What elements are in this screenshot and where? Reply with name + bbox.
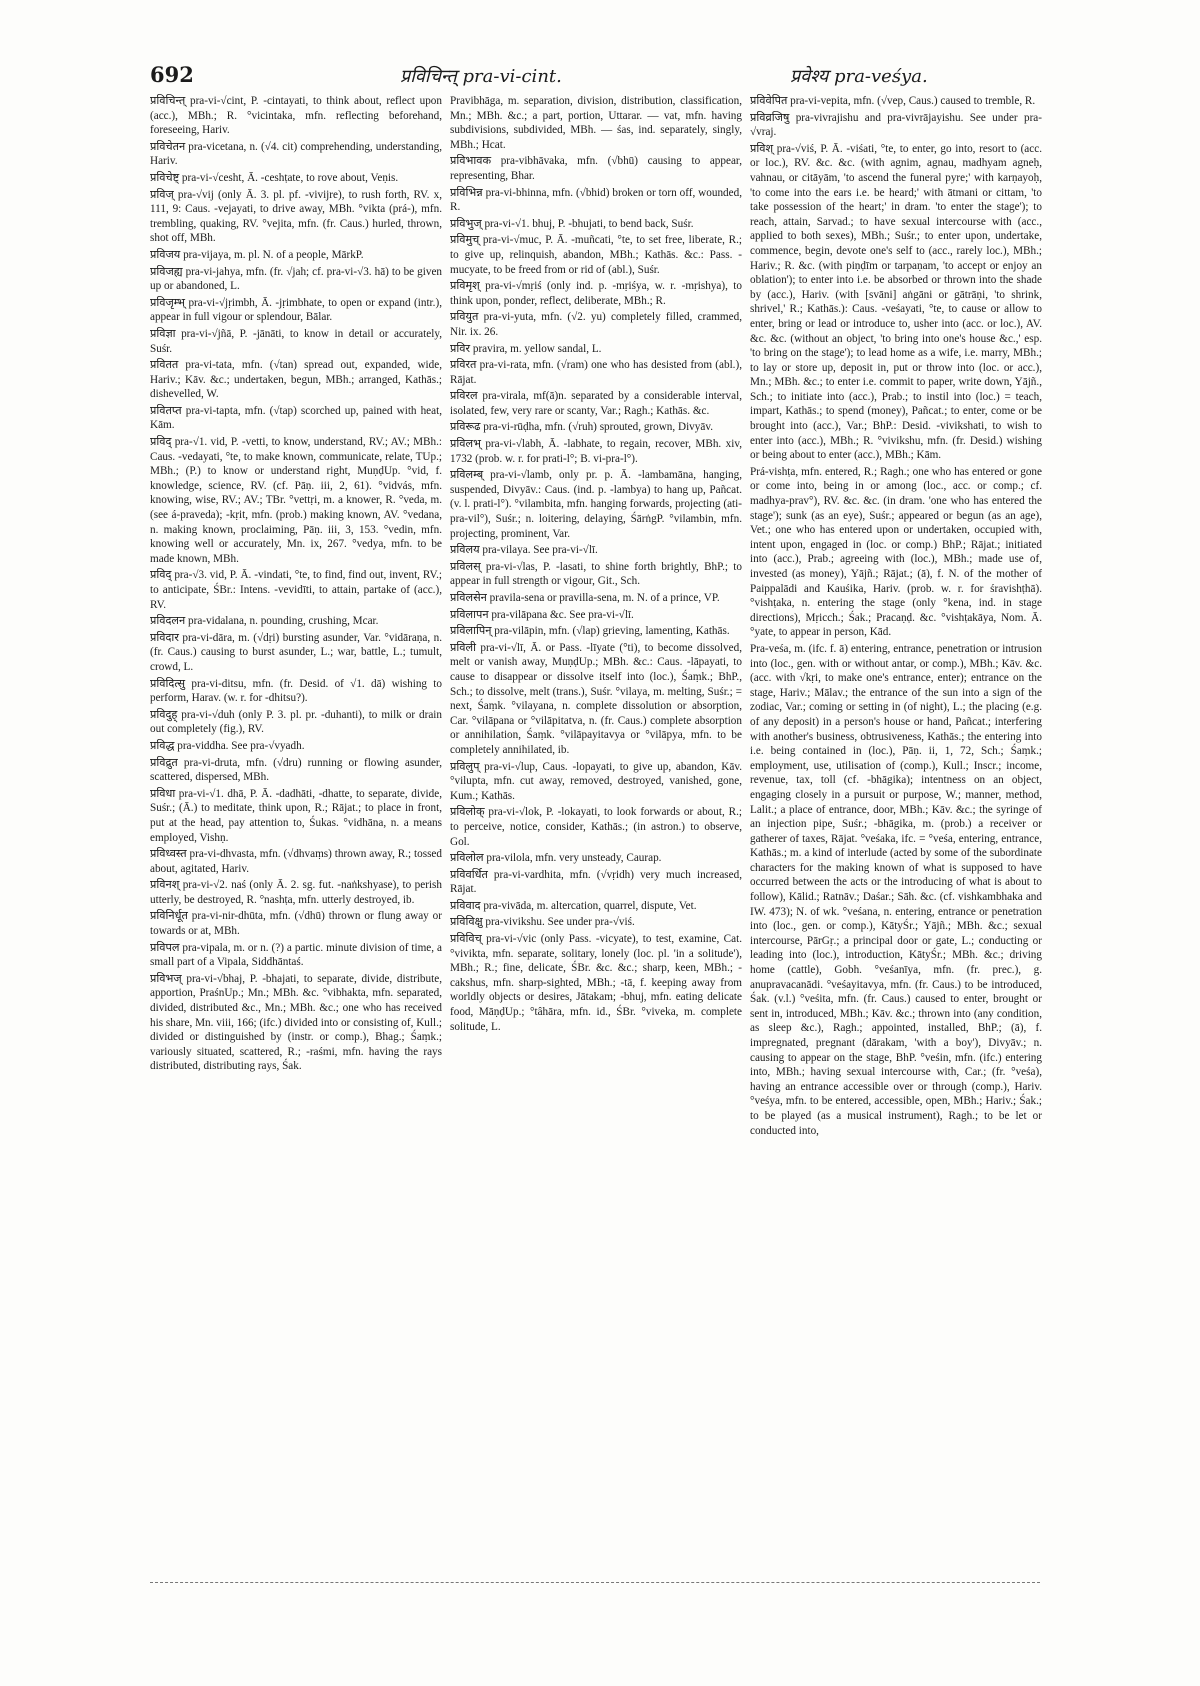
dictionary-entry: प्रवियुत pra-vi-yuta, mfn. (√2. yu) completely filled, crammed, Nir. ix. 26. <box>450 311 742 338</box>
dictionary-entry: प्रविव्रजिषु pra-vivrajishu and pra-vivrājayishu. See under pra-√vraj. <box>750 111 1042 139</box>
dictionary-entry: प्रविभुज् pra-vi-√1. bhuj, P. -bhujati, to bend back, Suśr. <box>450 217 694 230</box>
dictionary-entry: प्रविलभ् pra-vi-√labh, Ā. -labhate, to regain, recover, MBh. xiv, 1732 (prob. w. r. for prati-l°; B. vi-pra-l°). <box>450 438 742 465</box>
dictionary-entry: प्रविधा pra-vi-√1. dhā, P. Ā. -dadhāti, -dhatte, to separate, divide, Suśr.; (Ā.) to meditate, think upon, R.; Rājat.; to place in front, put at the head, pay attention to, Śukas. °vidhāna, n. a means employed, Vishṇ. <box>150 787 442 844</box>
column-right <box>750 94 1042 1564</box>
dictionary-entry: प्रविलोल pra-vilola, mfn. very unsteady, Caurap. <box>450 852 662 865</box>
dictionary-entry: प्रविदुह् pra-vi-√duh (only P. 3. pl. pr. -duhanti), to milk or drain out completely (fig.), RV. <box>150 708 442 736</box>
dictionary-entry: प्रविद् pra-√3. vid, P. Ā. -vindati, °te, to find, find out, invent, RV.; to anticipate, ŚBr.: Intens. -vevidīti, to attain, partake of (acc.), RV. <box>150 569 442 611</box>
dictionary-entry: प्रविभावक pra-vibhāvaka, mfn. (√bhū) causing to appear, representing, Bhar. <box>450 155 742 182</box>
dictionary-entry: प्रविवेपित pra-vi-vepita, mfn. (√vep, Caus.) caused to tremble, R. <box>750 95 1036 107</box>
dictionary-entry: प्रविदलन pra-vidalana, n. pounding, crushing, Mcar. <box>150 615 379 628</box>
dictionary-entry: प्रविमृश् pra-vi-√mṛiś (only ind. p. -mṛiśya, w. r. -mṛishya), to think upon, ponder, reflect, deliberate, MBh.; R. <box>450 280 742 307</box>
dictionary-entry: प्रविज्ञा pra-vi-√jñā, P. -jānāti, to know in detail or accurately, Suśr. <box>150 327 442 355</box>
dictionary-entry: प्रविलसेन pravila-sena or pravilla-sena, m. N. of a prince, VP. <box>450 592 720 604</box>
dictionary-entry: प्रविनिर्धूत pra-vi-nir-dhūta, mfn. (√dhū) thrown or flung away or towards or at, MBh. <box>150 910 442 938</box>
dictionary-entry: प्रविज् pra-√vij (only Ā. 3. pl. pf. -vivijre), to rush forth, RV. x, 111, 9: Caus. -vejayati, to drive away, MBh. °vikta (prá-), mfn. trembling, quaking, RV. °vejita, mfn. (fr. Caus.) hurled, thrown, shot off, MBh. <box>150 188 442 245</box>
footer-rule <box>150 1582 1040 1584</box>
column-left <box>150 94 442 1564</box>
dictionary-entry: प्रविद् pra-√1. vid, P. -vetti, to know, understand, RV.; AV.; MBh.: Caus. -vedayati, °te, to make known, communicate, relate, TUp.; MBh.; (P.) to know or understand right, MuṇḍUp. °vid, f. knowledge, science, RV. (cf. Pāṇ. iii, 2, 61). °vidvás, mfn. knowing, wise, RV.; AV.; TBr. °vettṛi, m. a knower, R. °veda, m. (see á-praveda); -kṛit, mfn. (prob.) making known, AV. °vedana, n. making known, proclaiming, Pāṇ. iii, 3, 153. °vedin, mfn. knowing well or accurately, Mn. ix, 267. °vedya, mfn. to be made known, MBh. <box>150 436 442 565</box>
dictionary-entry: प्रविली pra-vi-√lī, Ā. or Pass. -līyate (°ti), to become dissolved, melt or vanish away, MuṇḍUp.; MBh. &c.: Caus. -lāpayati, to cause to disappear or dissolve itself into (loc.), Śaṃk.; BhP., Sch.; to dissolve, melt (trans.), Suśr. °vilaya, m. melting, Suśr.; = next, Śaṃk. °vilayana, n. complete dissolution or absorption, Car. °vilāpana or °vilāpitatva, n. (fr. Caus.) complete absorption or annihilation, Śaṃk. °vilāpayitavya or °vilāpya, mfn. to be completely annihilated, ib. <box>450 641 742 756</box>
page-number: 692 <box>150 62 194 87</box>
dictionary-entry: प्रविद्रुत pra-vi-druta, mfn. (√dru) running or flowing asunder, scattered, dispersed, MBh. <box>150 756 442 784</box>
dictionary-entry: प्रविध्वस्त pra-vi-dhvasta, mfn. (√dhvaṃs) thrown away, R.; tossed about, agitated, Hariv. <box>150 848 442 875</box>
dictionary-entry: प्रविचेष्ट् pra-vi-√cesht, Ā. -ceshṭate, to rove about, Veṇis. <box>150 171 399 184</box>
dictionary-entry: प्रविदित्सु pra-vi-ditsu, mfn. (fr. Desid. of √1. dā) wishing to perform, Harav. (w. r. for -dhitsu?). <box>150 677 442 705</box>
dictionary-entry: प्रविचेतन pra-vicetana, n. (√4. cit) comprehending, understanding, Hariv. <box>150 140 442 168</box>
dictionary-entry: प्रविलय pra-vilaya. See pra-vi-√lī. <box>450 544 598 557</box>
dictionary-entry: प्रविचिन्त् pra-vi-√cint, P. -cintayati, to think about, reflect upon (acc.), MBh.; R. °vicintaka, mfn. reflecting beforehand, foreseeing, Hariv. <box>150 95 442 137</box>
dictionary-entry: Pravibhāga, m. separation, division, distribution, classification, Mn.; MBh. &c.; a part, portion, Uttarar. — vat, mfn. having subdivisions, subdivided, MBh. — śas, ind. separately, singly, MBh.; Hcat. <box>450 95 742 151</box>
dictionary-entry: प्रविपल pra-vipala, m. or n. (?) a partic. minute division of time, a small part of a Vipala, Siddhāntaś. <box>150 941 442 969</box>
right-guide-word: प्रवेश्य pra-veśya. <box>790 66 928 87</box>
dictionary-entry: प्रविद्ध pra-viddha. See pra-√vyadh. <box>150 739 305 752</box>
dictionary-entry: प्रविलापन pra-vilāpana &c. See pra-vi-√lī. <box>450 608 634 621</box>
dictionary-entry: प्रविवर्धित pra-vi-vardhita, mfn. (√vṛidh) very much increased, Rājat. <box>450 868 742 896</box>
dictionary-entry: Pra-veśa, m. (ifc. f. ā) entering, entrance, penetration or intrusion into (loc., gen. with or without antar, or comp.), MBh.; Kāv. &c. (acc. with √kṛi, to make one's entrance, enter); entrance on the stage, Hariv.; Mālav.; the entrance of the sun into a sign of the zodiac, Var.; coming or setting in (of night), L.; the placing (e.g. of any deposit) in a person's house or hand, Pañcat.; interfering with another's business, obtrusiveness, Kathās.; the entering into i.e. being contained in (loc.), Pāṇ. ii, 1, 72, Sch.; Śaṃk.; employment, use, utilisation of (comp.), Kull.; Inscr.; income, revenue, tax, toll (cf. -bhāgika); intentness on an object, engaging closely in a pursuit or purpose, W.; manner, method, Lalit.; a place of entrance, door, MBh.; Kāv. &c.; the syringe of an injection pipe, Suśr.; -bhāgika, m. (prob.) a receiver or gatherer of taxes, Rājat. °veśaka, ifc. = °veśa, entering, entrance, Kathās.; m. a kind of interlude (acted by some of the subordinate characters for the making known of what is supposed to have occurred between the acts or the introducing of what is about to follow), Kālid.; Ratnāv.; Daśar.; Sāh. &c. (cf. vishkambhaka and IW. 473); N. of wk. °veśana, n. entering, entrance or penetration into (loc., gen. or comp.), KātyŚr.; Yājñ.; MBh. &c.; sexual intercourse, PārGṛ.; a principal door or gate, L.; conducting or leading into (loc.), introduction, KātyŚr.; MBh. &c.; driving home (cattle), Gobh. °veśanīya, mfn. (fr. prec.), g. anupravacanādi. °veśayitavya, mfn. (fr. Caus.) to be introduced, Śak. (v.l.) °veśita, mfn. (fr. Caus.) caused to enter, brought or sent in, introduced, MBh.; Kāv. &c.; thrown into (any condition, as sleep &c.), Ragh.; appointed, installed, BhP.; (ā), f. impregnated, pregnant (dārakam, 'with a boy'), Divyāv.; n. causing to appear on the stage, BhP. °veśin, mfn. (ifc.) entering into, MBh.; having sexual intercourse with, Car.; (fr. °veśa), having an entrance accessible over or through (comp.), Hariv. °veśya, mfn. to be entered, accessible, open, MBh.; Hariv.; Śak.; to be played (as a musical instrument), Ragh.; to be let or conducted into, <box>750 642 1042 1137</box>
dictionary-entry: प्रविजृम्भ् pra-vi-√jṛimbh, Ā. -jṛimbhate, to open or expand (intr.), appear in full vigour or splendour, Bālar. <box>150 296 442 324</box>
dictionary-entry: प्रविरत pra-vi-rata, mfn. (√ram) one who has desisted from (abl.), Rājat. <box>450 359 742 386</box>
dictionary-entry: प्रविभज् pra-vi-√bhaj, P. -bhajati, to separate, divide, distribute, apportion, PraśnUp.; Mn.; MBh. &c. °vibhakta, mfn. separated, divided, distributed &c., Mn.; MBh. &c.; one who has received his share, Mn. viii, 166; (ifc.) divided into or consisting of, Kull.; divided or distinguished by (instr. or comp.), Bhag.; Śaṃk.; variously situated, scattered, R.; -raśmi, mfn. having the rays distributed, distributing rays, Śak. <box>150 972 442 1073</box>
dictionary-entry: प्रविविच् pra-vi-√vic (only Pass. -vicyate), to test, examine, Cat. °vivikta, mfn. separate, solitary, lonely (loc. pl. 'in a solitude'), MBh.; R.; fine, delicate, ŚBr. &c. &c.; sharp, keen, MBh.; -cakshus, mfn. sharp-sighted, MBh.; -tā, f. keeping away from worldly objects or desires, Jātakam; -bhuj, mfn. eating delicate food, MāṇḍUp.; °tâhāra, mfn. id., ŚBr. °viveka, m. complete solitude, L. <box>450 933 742 1033</box>
dictionary-entry: प्रवितप्त pra-vi-tapta, mfn. (√tap) scorched up, pained with heat, Kām. <box>150 404 442 432</box>
dictionary-entry: प्रविरूढ pra-vi-rūḍha, mfn. (√ruh) sprouted, grown, Divyāv. <box>450 421 713 434</box>
dictionary-entry: प्रविश् pra-√viś, P. Ā. -viśati, °te, to enter, go into, resort to (acc. or loc.), RV. &c. &c. (with agnim, agnau, madhyam agneḥ, vahnau, or citāyām, 'to ascend the funeral pyre;' with karṇayoḥ, 'to come into the ears i.e. be heard;' with ātmani or cittam, 'to take possession of the heart;' in dram. 'to enter the stage'); to reach, attain, Sarvad.; to have sexual intercourse with (acc., applied to both sexes), MBh.; Suśr.; to enter upon, undertake, commence, begin, devote one's self to (acc., rarely loc.), MBh.; Hariv.; R. &c. (with piṇḍīm or tarpaṇam, 'to accept or enjoy an oblation'); to enter into i.e. be absorbed or thrown into the shade by (acc.), Hariv. (with [svāni] aṅgāni or gātrāṇi, 'to shrink, shrivel,' R.; Kathās.): Caus. -veśayati, °te, to cause or allow to enter, bring or lead or introduce to, usher into (acc. or loc.), AV. &c. &c. (without an object, 'to bring into one's house &c.,' esp. 'to bring on the stage'); to lead home as a wife, i.e. marry, MBh.; to lay or store up, deposit in, put or throw into (loc. or acc.), Mn.; MBh. &c.; to enter i.e. commit to paper, write down, Yājñ., Sch.; to initiate into (acc.), Prab.; to instil into (loc.) = teach, impart, Kathās.; to spend (money), Pañcat.; to enter, come or be brought into (acc.), Var.; BhP.: Desid. -vivikshati, to wish to enter into (acc.), MBh.; R. °vivikshu, mfn. (fr. Desid.) wishing or being about to enter (acc.), MBh.; Kām. <box>750 142 1042 462</box>
page-header <box>150 62 1040 92</box>
dictionary-entry: प्रवितत pra-vi-tata, mfn. (√tan) spread out, expanded, wide, Hariv.; Kāv. &c.; undertaken, begun, MBh.; arranged, Kathās.; dishevelled, W. <box>150 359 442 401</box>
dictionary-entry: प्रविरल pra-virala, mf(ā)n. separated by a considerable interval, isolated, few, very rare or scanty, Var.; Ragh.; Kathās. &c. <box>450 390 742 417</box>
dictionary-entry: प्रविभिन्न pra-vi-bhinna, mfn. (√bhid) broken or torn off, wounded, R. <box>450 186 742 214</box>
dictionary-entry: प्रविलुप् pra-vi-√lup, Caus. -lopayati, to give up, abandon, Kāv. °vilupta, mfn. cut away, removed, destroyed, vanished, gone, Kum.; Kathās. <box>450 760 742 802</box>
dictionary-entry: प्रविनश् pra-vi-√2. naś (only Ā. 2. sg. fut. -naṅkshyase), to perish utterly, be destroyed, R. °nashṭa, mfn. utterly destroyed, ib. <box>150 879 442 906</box>
dictionary-entry: प्रविजह्य pra-vi-jahya, mfn. (fr. √jah; cf. pra-vi-√3. hā) to be given up or abandoned, L. <box>150 265 442 293</box>
dictionary-entry: प्रविलापिन् pra-vilāpin, mfn. (√lap) grieving, lamenting, Kathās. <box>450 625 730 638</box>
dictionary-entry: प्रविमुच् pra-vi-√muc, P. Ā. -muñcati, °te, to set free, liberate, R.; to give up, relinquish, abandon, MBh.; Kathās. &c.: Pass. -mucyate, to be freed from or rid of (abl.), Suśr. <box>450 234 742 276</box>
dictionary-entry: प्रविर pravira, m. yellow sandal, L. <box>450 342 602 355</box>
column-middle <box>450 94 742 1564</box>
dictionary-entry: प्रविवाद pra-vivāda, m. altercation, quarrel, dispute, Vet. <box>450 899 697 912</box>
dictionary-entry: प्रविजय pra-vijaya, m. pl. N. of a people, MārkP. <box>150 248 364 261</box>
left-guide-word: प्रविचिन्त् pra-vi-cint. <box>400 66 562 87</box>
dictionary-entry: प्रविविक्षु pra-vivikshu. See under pra-√viś. <box>450 916 635 929</box>
dictionary-entry: Prá-vishṭa, mfn. entered, R.; Ragh.; one who has entered or gone or come into, being in or among (loc., acc. or comp.; cf. madhya-prav°), RV. &c. &c. (in dram. 'one who has entered the stage'); sunk (as an eye), Suśr.; appeared or begun (as an age), Vet.; one who has entered upon or undertaken, occupied with, intent upon, engaged in (loc. or comp.) BhP.; Rājat.; initiated into (acc.), Prab.; agreeing with (loc.), MBh.; made use of, invested (as money), Yājñ.; Rājat.; (ā), f. N. of the mother of Paippalādi and Kauśika, Hariv. (prob. w. r. for śravishṭhā). °vishṭaka, n. entering the stage (only °kena, ind. in stage directions), Mṛicch.; Śak.; Pracaṇḍ. &c. °vishṭakāya, Nom. Ā. °yate, to appear in person, Kād. <box>750 465 1042 639</box>
dictionary-entry: प्रविदार pra-vi-dāra, m. (√dṛi) bursting asunder, Var. °vidāraṇa, n. (fr. Caus.) causing to burst asunder, L.; war, battle, L.; tumult, crowd, L. <box>150 631 442 673</box>
dictionary-entry: प्रविलोक् pra-vi-√lok, P. -lokayati, to look forwards or about, R.; to perceive, notice, consider, Kathās.; (in astron.) to observe, Gol. <box>450 806 742 848</box>
dictionary-entry: प्रविलस् pra-vi-√las, P. -lasati, to shine forth brightly, BhP.; to appear in full strength or vigour, Git., Sch. <box>450 560 742 588</box>
dictionary-entry: प्रविलम्ब् pra-vi-√lamb, only pr. p. Ā. -lambamāna, hanging, suspended, Divyāv.: Caus. (ind. p. -lambya) to hang up, Pañcat. (v. l. prati-l°). °vilambita, mfn. hanging forwards, projecting (ati-pra-vil°), Suśr.; n. loitering, delaying, ŚārṅgP. °vilambin, mfn. projecting, prominent, Var. <box>450 469 742 540</box>
